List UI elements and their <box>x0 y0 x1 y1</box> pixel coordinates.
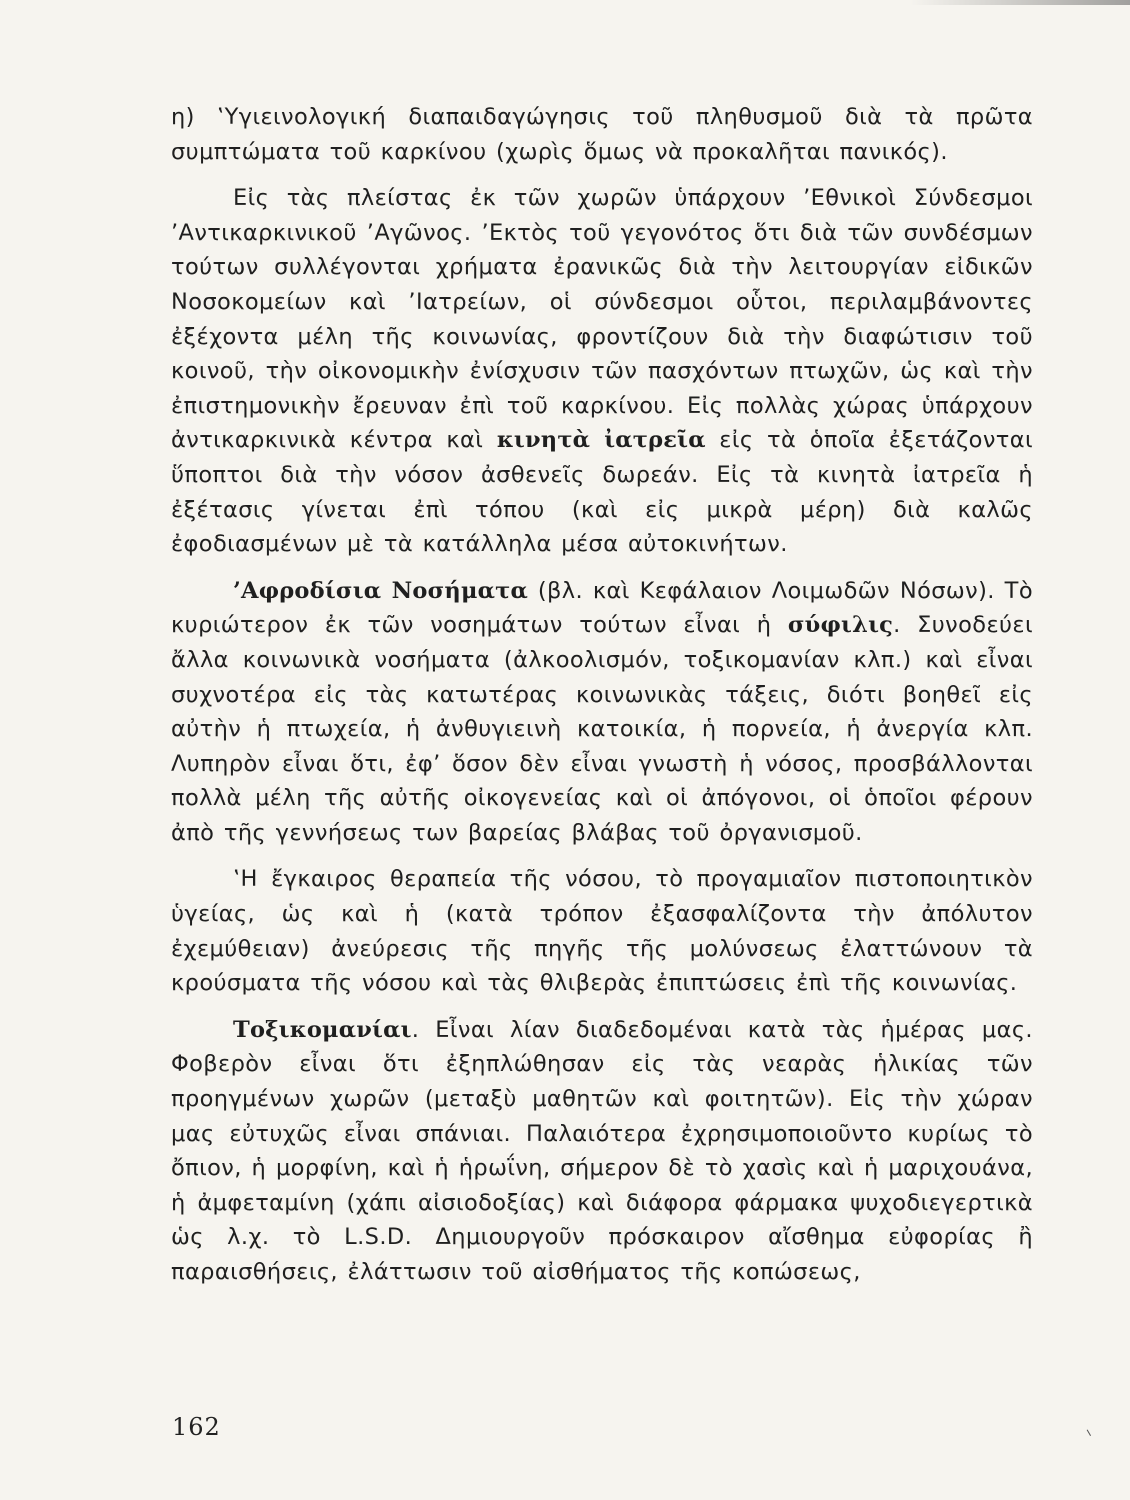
bold-term: κινητὰ ἰατρεῖα <box>496 427 706 454</box>
text-run: Εἰς τὰς πλείστας ἐκ τῶν χωρῶν ὑπάρχουν ’Εθνικοὶ Σύνδεσμοι ’Αντικαρκινικοῦ ’Αγῶνος. ’Εκτὸς τοῦ γεγονότος ὅτι διὰ τῶν συνδέσμων τούτων συλλέγονται χρήματα ἐρανικῶς διὰ τὴν λειτουργίαν εἰδικῶν Νοσοκομείων καὶ ’Ιατρείων, οἱ σύνδεσμοι οὗτοι, περιλαμβάνοντες ἐξέχοντα μέλη τῆς κοινωνίας, φροντίζουν διὰ τὴν διαφώτισιν τοῦ κοινοῦ, τὴν οἰκονομικὴν ἐνίσχυσιν τῶν πασχόντων πτωχῶν, ὡς καὶ τὴν ἐπιστημονικὴν ἔρευναν ἐπὶ τοῦ καρκίνου. Εἰς πολλὰς χώρας ὑπάρχουν ἀντικαρκινικὰ κέντρα καὶ <box>171 185 1033 454</box>
paragraph <box>171 1013 1033 1290</box>
text-run: η) ‛Υγιεινολογική διαπαιδαγώγησις τοῦ πληθυσμοῦ διὰ τὰ πρῶτα συμπτώματα τοῦ καρκίνου (χωρὶς ὅμως νὰ προκαλῆται πανικός). <box>171 104 1033 165</box>
scan-mark <box>1087 1427 1096 1436</box>
paragraph <box>171 862 1033 1000</box>
paragraph <box>171 574 1033 851</box>
paragraph <box>171 181 1033 562</box>
text-run: . Συνοδεύει ἄλλα κοινωνικὰ νοσήματα (ἀλκοολισμόν, τοξικομανίαν κλπ.) καὶ εἶναι συχνοτέρα εἰς τὰς κατωτέρας κοινωνικὰς τάξεις, διότι βοηθεῖ εἰς αὐτὴν ἡ πτωχεία, ἡ ἀνθυγιεινὴ κατοικία, ἡ πορνεία, ἡ ἀνεργία κλπ. Λυπηρὸν εἶναι ὅτι, ἐφ’ ὅσον δὲν εἶναι γνωστὴ ἡ νόσος, προσβάλλονται πολλὰ μέλη τῆς αὐτῆς οἰκογενείας καὶ οἱ ἀπόγονοι, οἱ ὁποῖοι φέρουν ἀπὸ τῆς γεννήσεως των βαρείας βλάβας τοῦ ὀργανισμοῦ. <box>171 612 1033 846</box>
text-run: ‛Η ἔγκαιρος θεραπεία τῆς νόσου, τὸ προγαμιαῖον πιστοποιητικὸν ὑγείας, ὡς καὶ ἡ (κατὰ τρόπον ἐξασφαλίζοντα τὴν ἀπόλυτον ἐχεμύθειαν) ἀνεύρεσις τῆς πηγῆς τῆς μολύνσεως ἐλαττώνουν τὰ κρούσματα τῆς νόσου καὶ τὰς θλιβερὰς ἐπιπτώσεις ἐπὶ τῆς κοινωνίας. <box>171 866 1033 997</box>
paragraph <box>171 100 1033 169</box>
bold-term: Τοξικομανίαι <box>233 1016 412 1043</box>
page-number: 162 <box>172 1413 221 1441</box>
text-run: εἰς τὰ ὁποῖα ἐξετάζονται ὕποπτοι διὰ τὴν νόσον ἀσθενεῖς δωρεάν. Εἰς τὰ κινητὰ ἰατρεῖα ἡ ἐξέτασις γίνεται ἐπὶ τόπου (καὶ εἰς μικρὰ μέρη) διὰ καλῶς ἐφοδιασμένων μὲ τὰ κατάλληλα μέσα αὐτοκινήτων. <box>171 427 1033 558</box>
scan-edge-shadow <box>910 0 1130 5</box>
bold-term: ’Αφροδίσια Νοσήματα <box>233 577 528 604</box>
body-text <box>171 100 1033 1302</box>
text-run: . Εἶναι λίαν διαδεδομέναι κατὰ τὰς ἡμέρας μας. Φοβερὸν εἶναι ὅτι ἐξηπλώθησαν εἰς τὰς νεαρὰς ἡλικίας τῶν προηγμένων χωρῶν (μεταξὺ μαθητῶν καὶ φοιτητῶν). Εἰς τὴν χώραν μας εὐτυχῶς εἶναι σπάνιαι. Παλαιότερα ἐχρησιμοποιοῦντο κυρίως τὸ ὄπιον, ἡ μορφίνη, καὶ ἡ ἡρωΐνη, σήμερον δὲ τὸ χασὶς καὶ ἡ μαριχουάνα, ἡ ἀμφεταμίνη (χάπι αἰσιοδοξίας) καὶ διάφορα φάρμακα ψυχοδιεγερτικὰ ὡς λ.χ. τὸ L.S.D. Δημιουργοῦν πρόσκαιρον αἴσθημα εὐφορίας ἢ παραισθήσεις, ἐλάττωσιν τοῦ αἰσθήματος τῆς κοπώσεως, <box>171 1016 1033 1285</box>
text-run: (βλ. καὶ Κεφάλαιον Λοιμωδῶν Νόσων). Τὸ κυριώτερον ἐκ τῶν νοσημάτων τούτων εἶναι ἡ <box>171 577 1033 639</box>
bold-term: σύφιλις <box>787 612 894 639</box>
